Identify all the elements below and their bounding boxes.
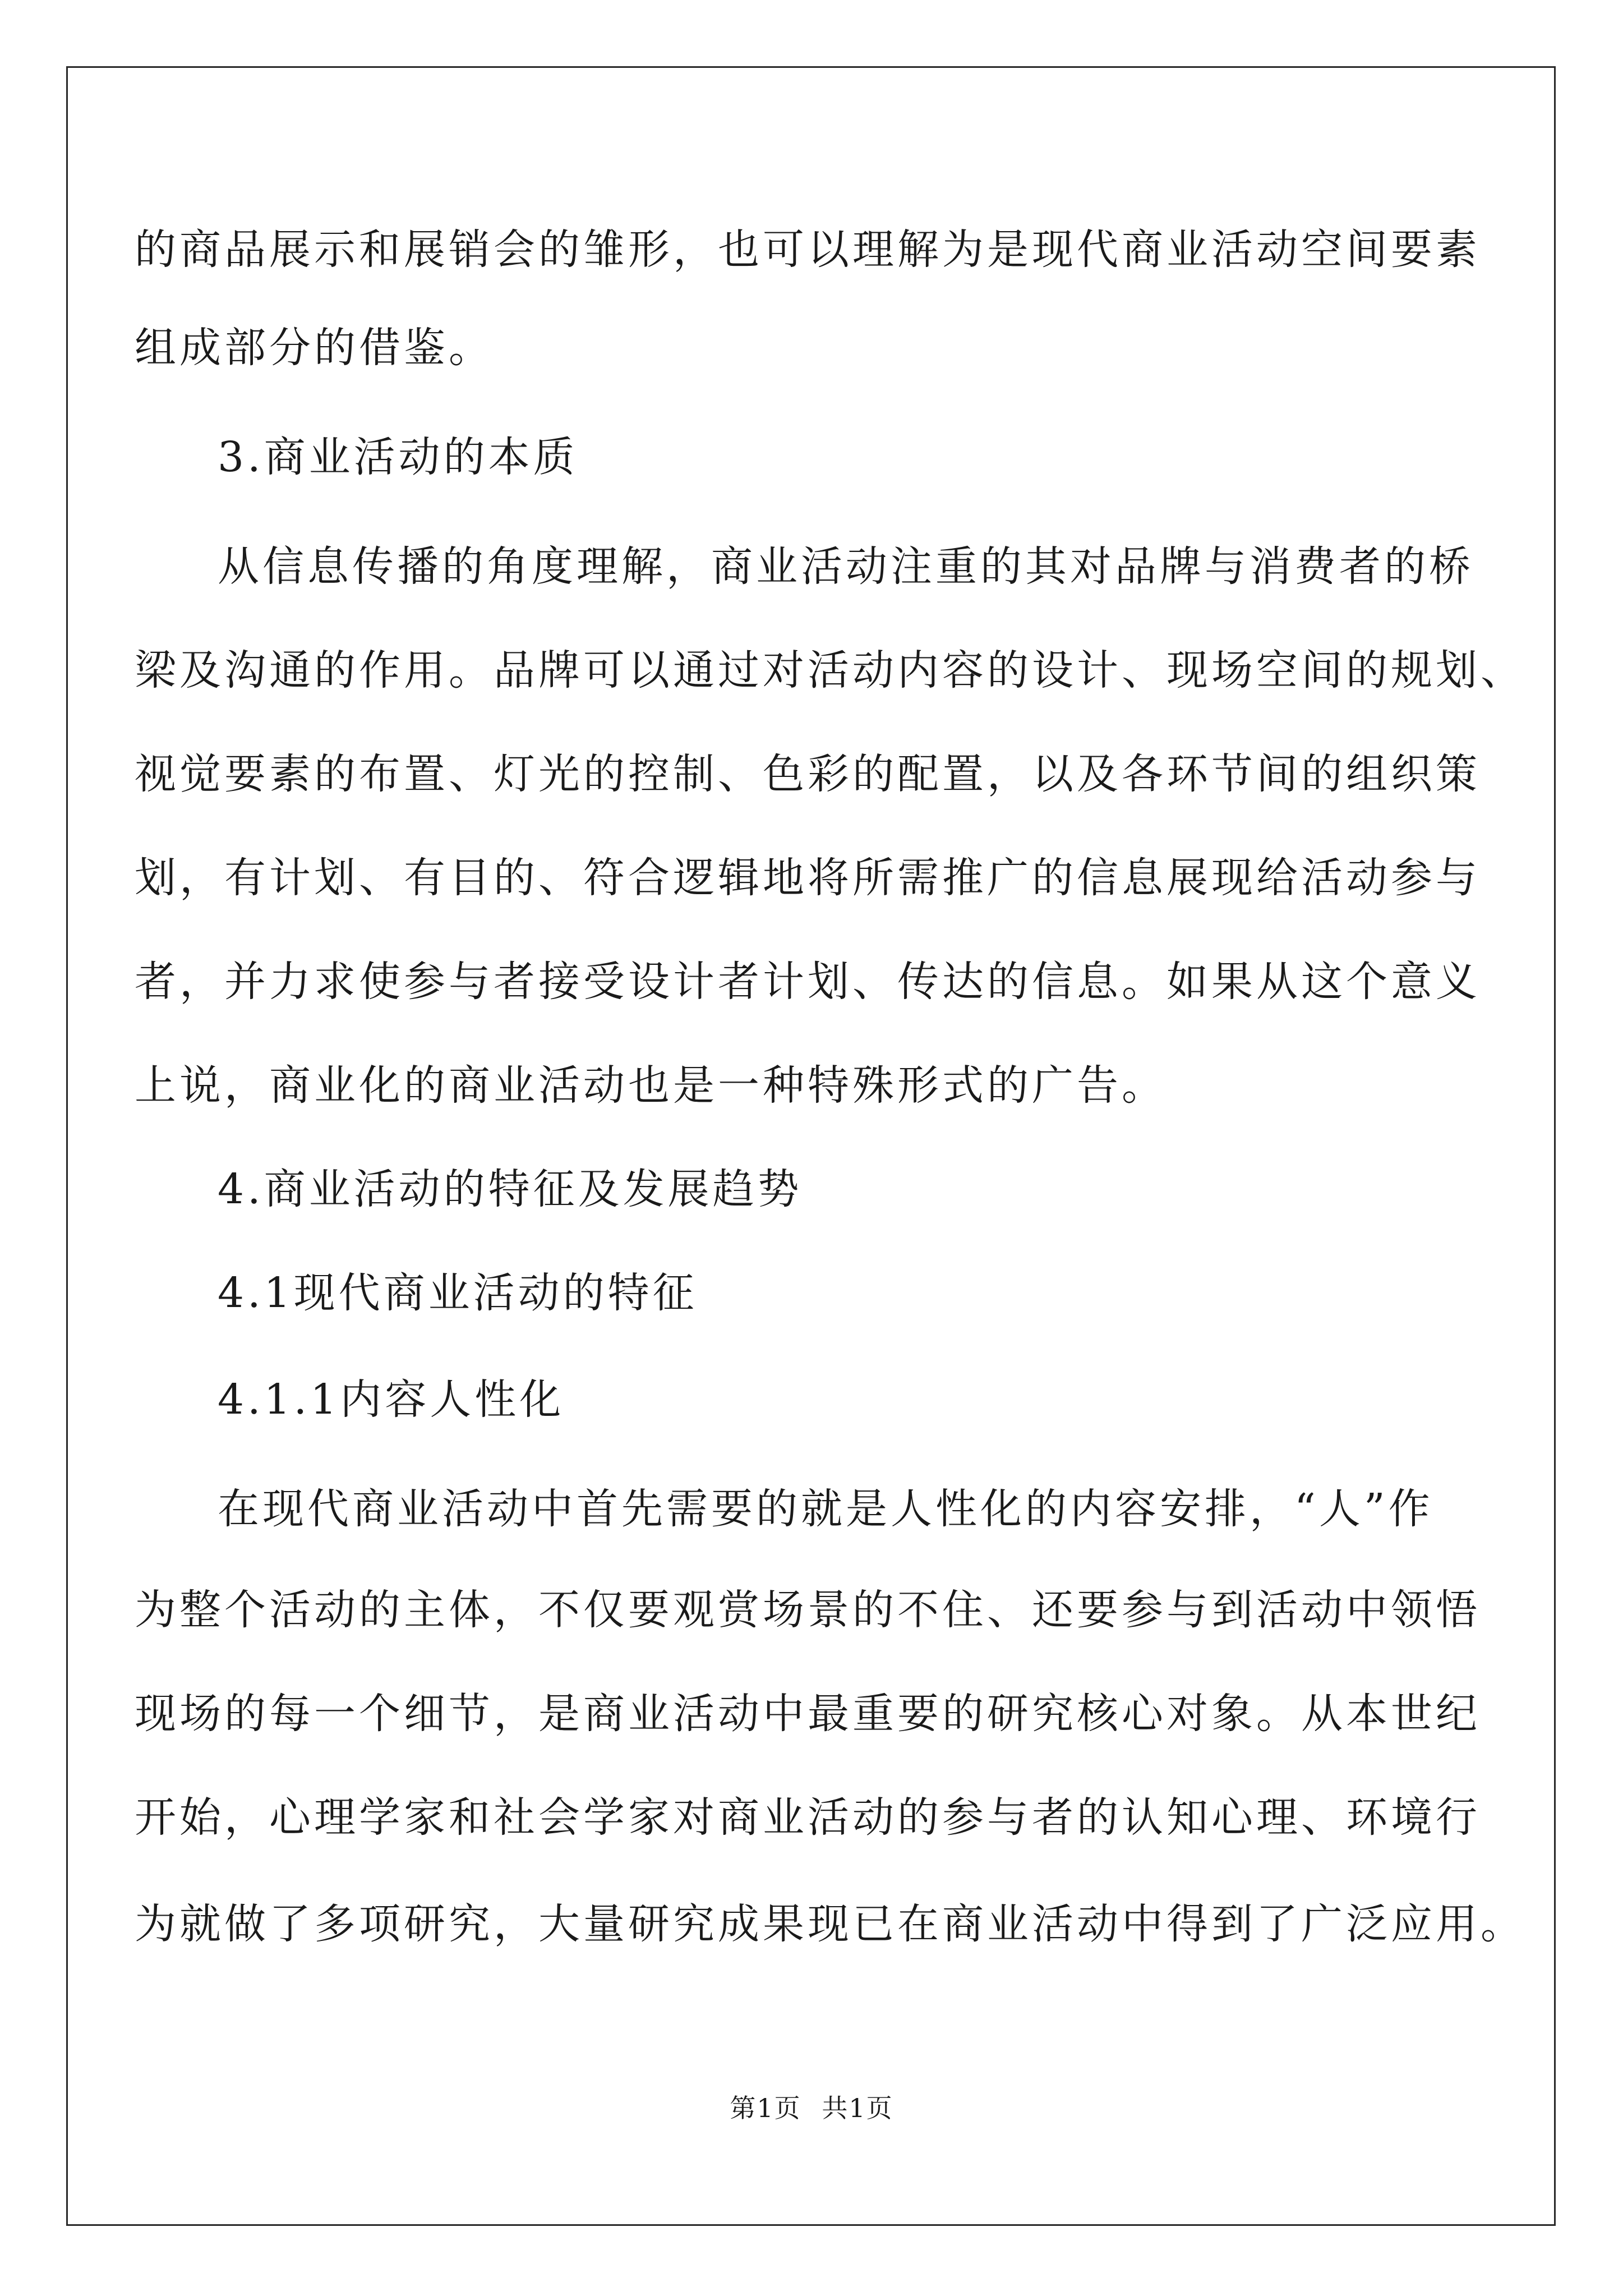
- section-heading: 3.商业活动的本质: [218, 433, 578, 481]
- subsection-heading: 4.1现代商业活动的特征: [218, 1269, 698, 1317]
- paragraph-line: 为整个活动的主体，不仅要观赏场景的不住、还要参与到活动中领悟: [135, 1586, 1481, 1634]
- paragraph-line: 上说，商业化的商业活动也是一种特殊形式的广告。: [135, 1061, 1166, 1110]
- paragraph-line: 现场的每一个细节，是商业活动中最重要的研究核心对象。从本世纪: [135, 1690, 1481, 1738]
- subsection-heading: 4.1.1内容人性化: [218, 1375, 565, 1424]
- total-pages: 共1页: [822, 2093, 893, 2123]
- paragraph-line: 为就做了多项研究，大量研究成果现已在商业活动中得到了广泛应用。: [135, 1900, 1525, 1948]
- paragraph-line: 组成部分的借鉴。: [135, 324, 494, 372]
- paragraph-line: 划，有计划、有目的、符合逻辑地将所需推广的信息展现给活动参与: [135, 854, 1481, 902]
- section-heading: 4.商业活动的特征及发展趋势: [218, 1165, 803, 1213]
- paragraph-line: 者，并力求使参与者接受设计者计划、传达的信息。如果从这个意义: [135, 958, 1481, 1006]
- page-footer: [0, 2091, 1623, 2125]
- page-number: 第1页: [730, 2093, 801, 2123]
- paragraph-line: 的商品展示和展销会的雏形，也可以理解为是现代商业活动空间要素: [135, 226, 1481, 274]
- paragraph-line: 开始，心理学家和社会学家对商业活动的参与者的认知心理、环境行: [135, 1793, 1481, 1842]
- paragraph-line: 在现代商业活动中首先需要的就是人性化的内容安排，“人”作: [218, 1485, 1433, 1533]
- paragraph-line: 梁及沟通的作用。品牌可以通过对活动内容的设计、现场空间的规划、: [135, 646, 1525, 694]
- paragraph-line: 从信息传播的角度理解，商业活动注重的其对品牌与消费者的桥: [218, 542, 1474, 591]
- paragraph-line: 视觉要素的布置、灯光的控制、色彩的配置，以及各环节间的组织策: [135, 750, 1481, 798]
